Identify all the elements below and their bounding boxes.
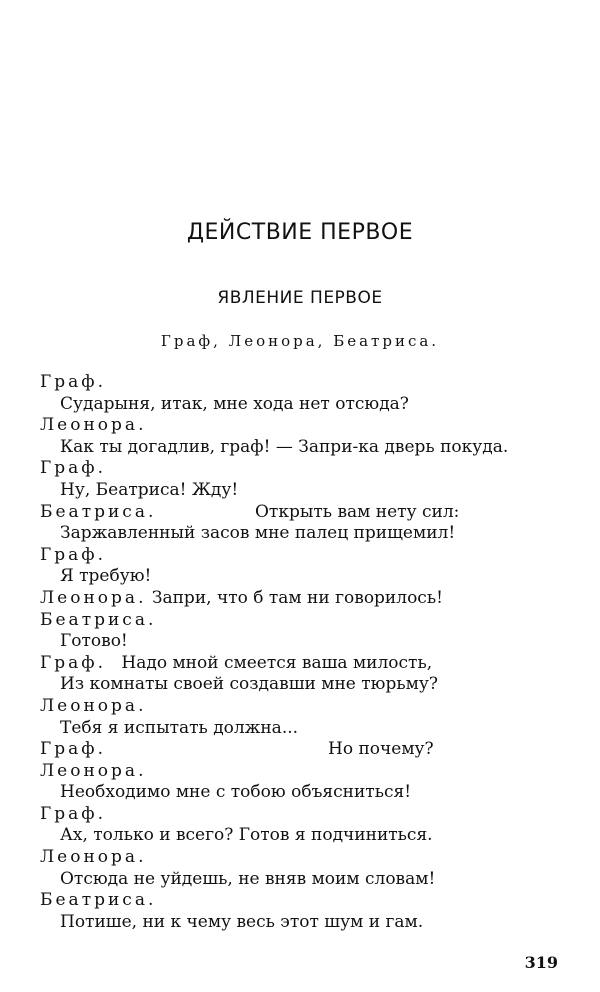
dialogue xyxy=(40,372,560,933)
verse-line: Отсюда не уйдешь, не вняв моим словам! xyxy=(60,868,436,889)
cast-list: Граф, Леонора, Беатриса. xyxy=(160,332,440,350)
speaker-name: Граф. xyxy=(40,739,106,760)
verse-line: Потише, ни к чему весь этот шум и гам. xyxy=(60,911,424,932)
verse-text: Но почему? xyxy=(328,739,434,760)
verse-line: Готово! xyxy=(60,631,128,652)
verse-line: Как ты догадлив, граф! — Запри-ка дверь покуда. xyxy=(60,436,509,457)
verse-text: Открыть вам нету сил: xyxy=(255,501,460,522)
verse-line-with-speaker xyxy=(40,739,560,761)
verse-line: Сударыня, итак, мне хода нет отсюда? xyxy=(60,393,409,414)
verse-line: Заржавленный засов мне палец прищемил! xyxy=(60,523,456,544)
verse-text: Надо мной смеется ваша милость, xyxy=(121,652,433,673)
verse-line: Я требую! xyxy=(60,566,152,587)
speaker-name: Беатриса. xyxy=(40,609,157,630)
speaker-name: Беатриса. xyxy=(40,890,157,911)
verse-line-with-speaker xyxy=(40,502,560,524)
verse-line: Ну, Беатриса! Жду! xyxy=(60,479,239,500)
speaker-name: Граф. xyxy=(40,544,106,565)
verse-line-with-speaker xyxy=(40,588,560,610)
act-title: ДЕЙСТВИЕ ПЕРВОЕ xyxy=(186,220,414,245)
speaker-name: Леонора. xyxy=(40,695,147,716)
speaker-name: Леонора. xyxy=(40,847,147,868)
speaker-name: Граф. xyxy=(40,458,106,479)
page-number: 319 xyxy=(524,953,558,972)
speaker-name: Граф. xyxy=(40,652,106,673)
verse-line: Ах, только и всего? Готов я подчиниться. xyxy=(60,825,433,846)
verse-line-with-speaker xyxy=(40,653,560,675)
speaker-name: Леонора. xyxy=(40,415,147,436)
scene-title: ЯВЛЕНИЕ ПЕРВОЕ xyxy=(217,288,383,308)
verse-line: Тебя я испытать должна... xyxy=(60,717,299,738)
speaker-name: Беатриса. xyxy=(40,501,157,522)
speaker-name: Леонора. xyxy=(40,587,147,608)
speaker-name: Леонора. xyxy=(40,760,147,781)
verse-line: Из комнаты своей создавши мне тюрьму? xyxy=(60,674,438,695)
speaker-name: Граф. xyxy=(40,803,106,824)
verse-text: Запри, что б там ни говорилось! xyxy=(151,587,443,608)
speaker-name: Граф. xyxy=(40,372,106,392)
verse-line: Необходимо мне с тобою объясниться! xyxy=(60,782,412,803)
